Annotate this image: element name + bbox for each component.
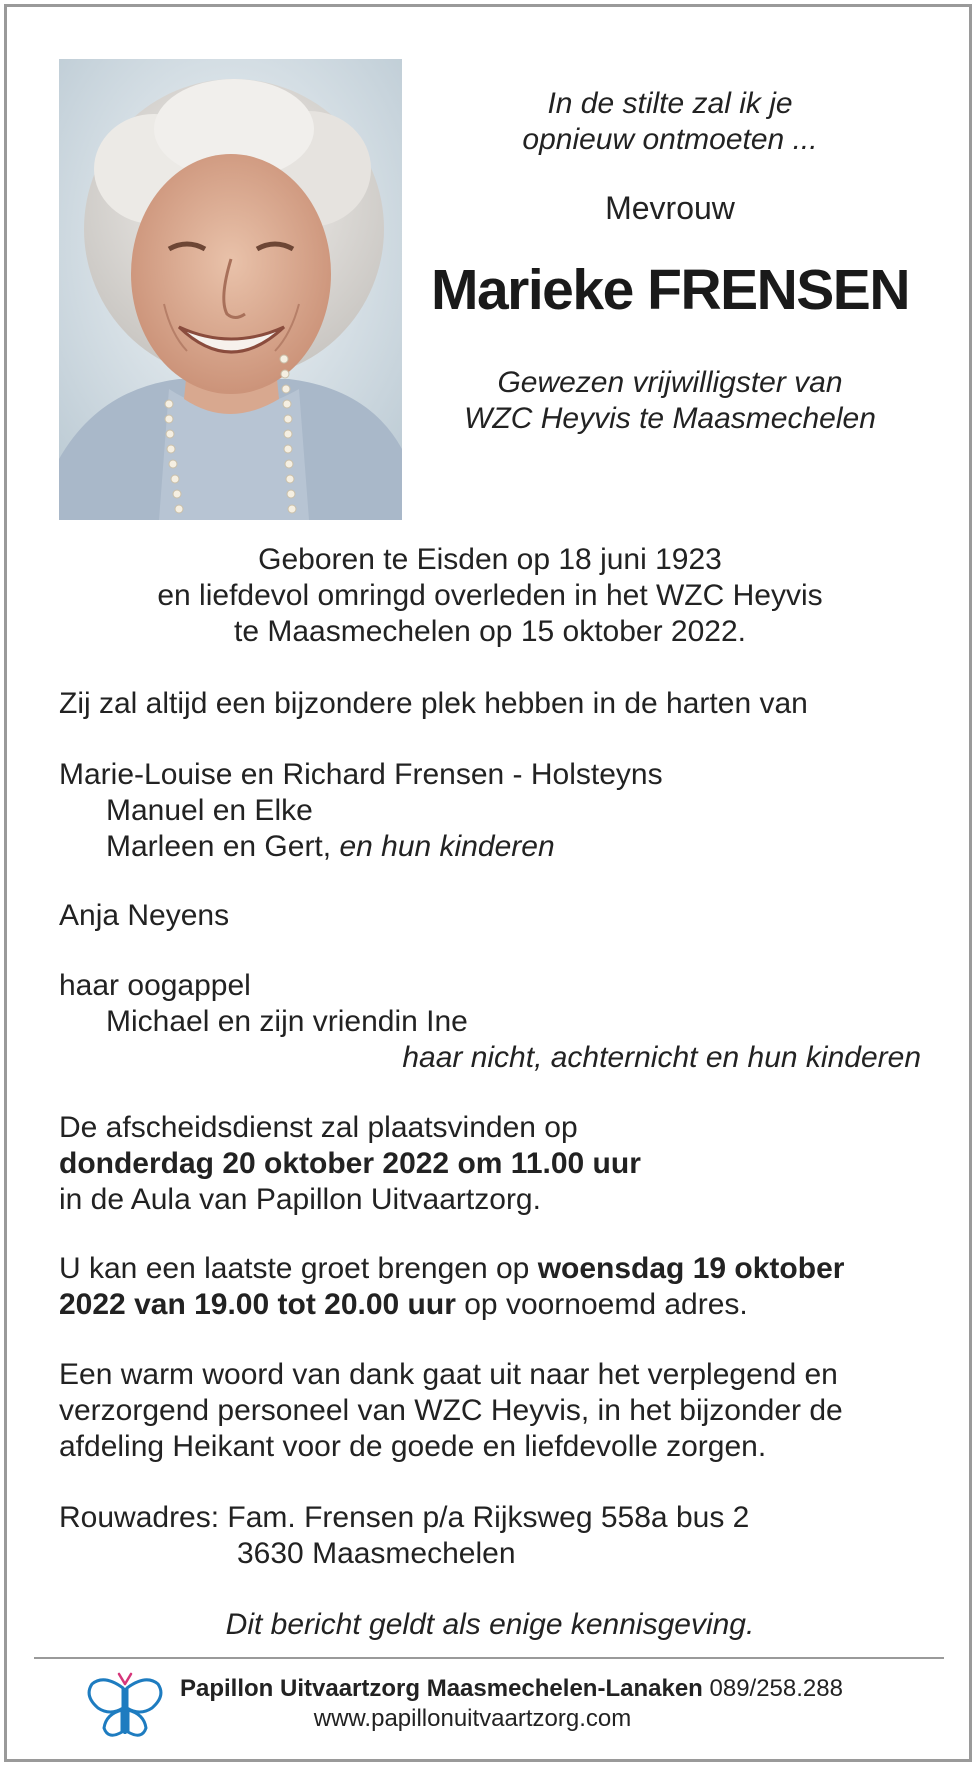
family-group-1 (59, 757, 929, 865)
family-line: Marie-Louise en Richard Frensen - Holsteyns (59, 758, 663, 791)
thanks-line: verzorgend personeel van WZC Heyvis, in het bijzonder de (59, 1394, 843, 1427)
company-phone[interactable]: 089/258.288 (709, 1675, 843, 1702)
family-line: Manuel en Elke (106, 794, 313, 827)
visit-prefix: U kan een laatste groet brengen op (59, 1252, 530, 1285)
role-line: WZC Heyvis te Maasmechelen (464, 402, 876, 435)
service-line: De afscheidsdienst zal plaatsvinden op (59, 1111, 578, 1144)
service-line: in de Aula van Papillon Uitvaartzorg. (59, 1183, 541, 1216)
thanks-line: Een warm woord van dank gaat uit naar het verplegend en (59, 1358, 838, 1391)
butterfly-logo-icon (84, 1670, 166, 1742)
visit-time-bold: 2022 van 19.00 tot 20.00 uur (59, 1288, 456, 1321)
opening-quote (420, 86, 920, 158)
visit-line (59, 1287, 929, 1323)
family-names: Marleen en Gert, (106, 830, 332, 863)
visit-info (59, 1251, 929, 1323)
birth-line: en liefdevol omringd overleden in het WZC Heyvis (157, 579, 823, 612)
thanks-line: afdeling Heikant voor de goede en liefdevolle zorgen. (59, 1430, 767, 1463)
deceased-role (420, 365, 920, 437)
company-name: Papillon Uitvaartzorg Maasmechelen-Lanaken (180, 1675, 703, 1702)
quote-line: opnieuw ontmoeten ... (522, 123, 818, 156)
visit-suffix: op voornoemd adres. (464, 1288, 748, 1321)
thanks-info (59, 1357, 929, 1465)
address-line: Rouwadres: Fam. Frensen p/a Rijksweg 558a bus 2 (59, 1501, 750, 1534)
footer-company (180, 1674, 920, 1704)
address-line: 3630 Maasmechelen (237, 1537, 516, 1570)
family-intro: Zij zal altijd een bijzondere plek hebben in de harten van (59, 687, 808, 720)
service-info (59, 1110, 929, 1218)
visit-line (59, 1251, 929, 1287)
deceased-name: Marieke FRENSEN (430, 258, 909, 322)
family-line: Michael en zijn vriendin Ine (106, 1005, 468, 1038)
role-line: Gewezen vrijwilligster van (497, 366, 843, 399)
visit-date-bold: woensdag 19 oktober (537, 1252, 845, 1285)
portrait-photo (59, 59, 402, 520)
family-line: Anja Neyens (59, 899, 230, 932)
family-line: haar oogappel (59, 969, 251, 1002)
birth-line: Geboren te Eisden op 18 juni 1923 (258, 543, 722, 576)
notice: Dit bericht geldt als enige kennisgeving. (225, 1608, 755, 1641)
service-date (59, 1146, 929, 1182)
family-line (59, 829, 929, 865)
quote-line: In de stilte zal ik je (547, 87, 793, 120)
service-date-bold: donderdag 20 oktober 2022 om 11.00 uur (59, 1147, 641, 1180)
family-relation: en hun kinderen (339, 830, 555, 863)
family-line: haar nicht, achternicht en hun kinderen (402, 1041, 921, 1074)
birth-death-info (59, 542, 921, 650)
mourning-address (59, 1500, 929, 1572)
honorific: Mevrouw (605, 190, 735, 226)
company-website[interactable]: www.papillonuitvaartzorg.com (313, 1705, 632, 1732)
birth-line: te Maasmechelen op 15 oktober 2022. (233, 615, 746, 648)
family-group-2 (59, 968, 929, 1076)
divider (34, 1657, 944, 1659)
